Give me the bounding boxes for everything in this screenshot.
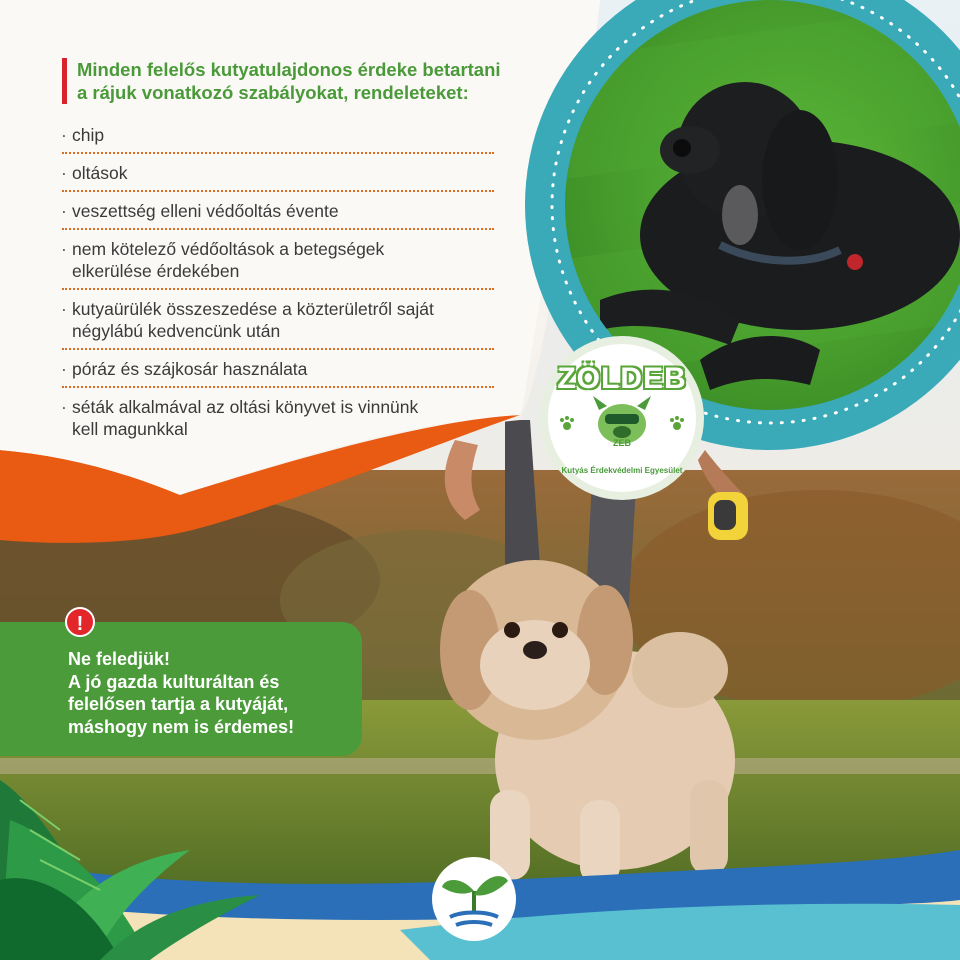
reminder-line-2: A jó gazda kulturáltan és (68, 671, 280, 692)
list-item-text: oltások (72, 163, 128, 183)
badge-zeb: ZEB (613, 438, 631, 448)
exclamation-icon: ! (65, 607, 95, 637)
list-item-text: séták alkalmával az oltási könyvet is vinnünk (72, 397, 419, 417)
list-item-text: veszettség elleni védőoltás évente (72, 201, 339, 221)
list-item-text-cont: elkerülése érdekében (72, 261, 240, 281)
list-item (62, 198, 494, 230)
bullet: · (61, 299, 67, 319)
heading-line-2: a rájuk vonatkozó szabályokat, rendeleteket: (77, 82, 469, 103)
reminder-text (68, 648, 358, 738)
paw-icon (668, 414, 686, 432)
list-item (62, 296, 494, 350)
bullet: · (61, 163, 67, 183)
list-item-text-cont: kell magunkkal (72, 419, 188, 439)
list-item (62, 356, 494, 388)
heading-line-1: Minden felelős kutyatulajdonos érdeke betartani (77, 59, 501, 80)
list-item (62, 236, 494, 290)
rule-list (62, 122, 494, 452)
list-item-text: kutyaürülék összeszedése a közterületről saját (72, 299, 434, 319)
list-item-text: nem kötelező védőoltások a betegségek (72, 239, 385, 259)
list-item-text-cont: négylábú kedvencünk után (72, 321, 281, 341)
list-item-text: chip (72, 125, 105, 145)
list-item (62, 160, 494, 192)
bullet: · (61, 125, 67, 145)
sprout-logo-icon (430, 855, 518, 943)
paw-icon (558, 414, 576, 432)
reminder-line-3: felelősen tartja a kutyáját, (68, 694, 289, 714)
reminder-line-1: Ne feledjük! (68, 649, 171, 669)
badge-title: ZÖLDEB (557, 362, 687, 395)
bullet: · (61, 359, 67, 379)
bullet: · (61, 201, 67, 221)
bullet: · (61, 239, 67, 259)
zoldeb-badge (540, 336, 704, 500)
reminder-line-4: máshogy nem is érdemes! (68, 716, 295, 737)
bullet: · (61, 397, 67, 417)
list-item (62, 394, 494, 446)
list-item (62, 122, 494, 154)
list-item-text: póráz és szájkosár használata (72, 359, 308, 379)
heading (62, 58, 597, 104)
badge-subtitle: Kutyás Érdekvédelmi Egyesület (561, 466, 683, 475)
